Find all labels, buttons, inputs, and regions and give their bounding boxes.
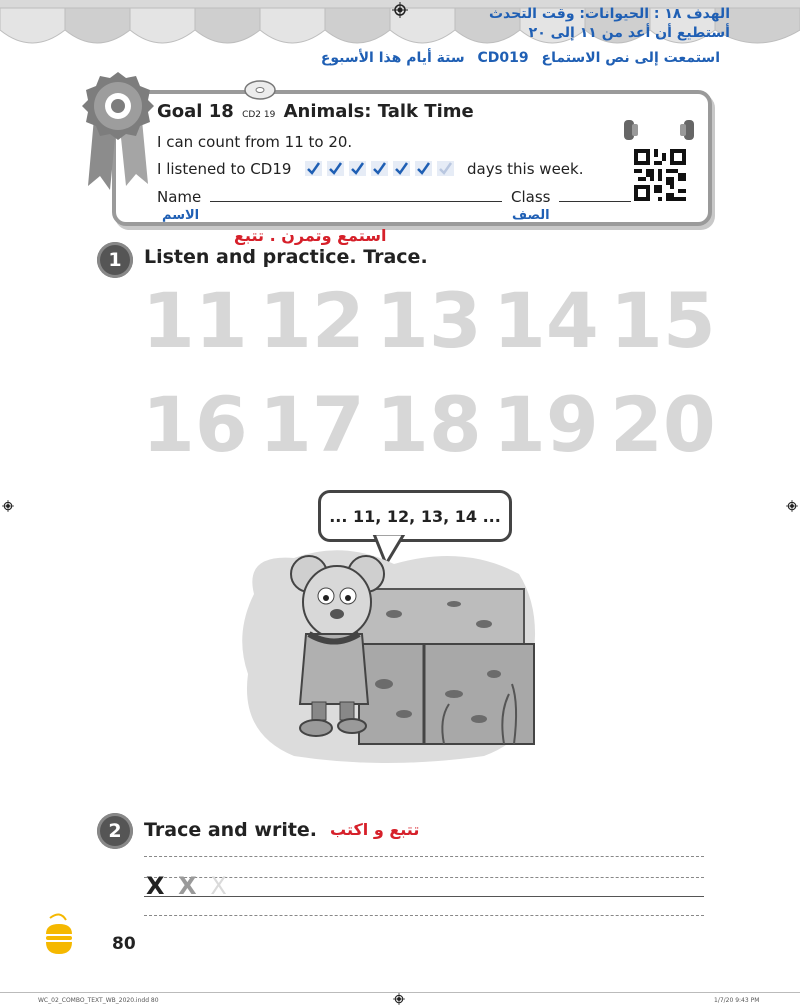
arabic-listening-prefix: استمعت إلى نص الاستماع (541, 50, 720, 66)
trace-number: 19 (493, 380, 599, 469)
check-box-icon[interactable] (436, 160, 455, 177)
headphones-icon (622, 116, 696, 148)
rosette-badge-icon (80, 68, 158, 190)
cd-label: CD2 19 (242, 110, 276, 120)
checked-box-icon[interactable] (326, 160, 345, 177)
checked-box-icon[interactable] (414, 160, 433, 177)
section1-arabic-instruction: استمع وتمرن . تتبع (234, 226, 387, 245)
class-field[interactable] (511, 188, 631, 206)
registration-mark-icon (2, 500, 14, 512)
goal-topic: Animals: Talk Time (283, 101, 474, 122)
trace-number: 20 (610, 380, 716, 469)
arabic-class-label: الصف (512, 208, 550, 223)
section1-number-badge: 1 (97, 242, 133, 278)
trace-letters (146, 872, 227, 900)
checked-box-icon[interactable] (348, 160, 367, 177)
trace-letter-light: X (210, 872, 227, 900)
trace-numbers-row-2 (142, 380, 727, 469)
page-number: 80 (112, 934, 136, 954)
name-label: Name (157, 188, 202, 206)
cd-icon (243, 79, 277, 101)
registration-mark-icon (786, 500, 798, 512)
aquarium-illustration (234, 534, 544, 766)
goal-label: Goal 18 (157, 101, 234, 122)
class-label: Class (511, 188, 551, 206)
section2-title: Trace and write. (144, 819, 318, 841)
class-write-line[interactable] (559, 201, 631, 202)
footer-file-label: WC_02_COMBO_TEXT_WB_2020.indd 80 (38, 997, 159, 1004)
writing-guide-top (144, 856, 704, 857)
goal-statement: I can count from 11 to 20. (157, 133, 353, 151)
writing-guide-mid (144, 877, 704, 878)
checked-box-icon[interactable] (392, 160, 411, 177)
trace-number: 13 (376, 276, 482, 365)
arabic-goal-title: الهدف ١٨ : الحيوانات: وقت التحدث (488, 6, 730, 22)
footer-timestamp: 1/7/20 9:43 PM (714, 997, 760, 1004)
trace-number: 18 (376, 380, 482, 469)
qr-code-icon[interactable] (634, 149, 686, 201)
section2-arabic-instruction: تتبع و اكتب (330, 820, 420, 839)
checked-box-icon[interactable] (370, 160, 389, 177)
trace-letter-gray: X (178, 872, 197, 900)
trace-letter-solid: X (146, 872, 165, 900)
trace-numbers-row-1 (142, 276, 727, 365)
arabic-goal-line: أستطيع أن أعد من ١١ إلى ٢٠ (528, 25, 730, 41)
arabic-name-label: الاسم (162, 208, 200, 223)
writing-guide-bottom (144, 915, 704, 916)
mascot-icon (42, 912, 76, 958)
writing-baseline[interactable] (144, 896, 704, 897)
arabic-listening-cd: CD019 (477, 50, 529, 66)
arabic-listening-line (321, 50, 720, 66)
check-boxes-row (304, 160, 458, 178)
name-field[interactable] (157, 188, 502, 206)
section1-title: Listen and practice. Trace. (144, 246, 428, 268)
trace-number: 15 (610, 276, 716, 365)
trace-number: 14 (493, 276, 599, 365)
trace-number: 17 (259, 380, 365, 469)
listening-tracker-suffix: days this week. (466, 160, 584, 178)
listening-tracker (157, 160, 583, 178)
trace-number: 12 (259, 276, 365, 365)
section2-number-badge: 2 (97, 813, 133, 849)
trace-number: 16 (142, 380, 248, 469)
trace-number: 11 (142, 276, 248, 365)
arabic-listening-suffix: ستة أيام هذا الأسبوع (320, 50, 465, 66)
listening-tracker-prefix: I listened to CD19 (157, 160, 292, 178)
registration-mark-icon (393, 993, 405, 1005)
checked-box-icon[interactable] (304, 160, 323, 177)
registration-mark-icon (392, 2, 408, 18)
goal-title (157, 101, 474, 122)
speech-bubble: ... 11, 12, 13, 14 ... (318, 490, 512, 542)
name-write-line[interactable] (210, 201, 502, 202)
